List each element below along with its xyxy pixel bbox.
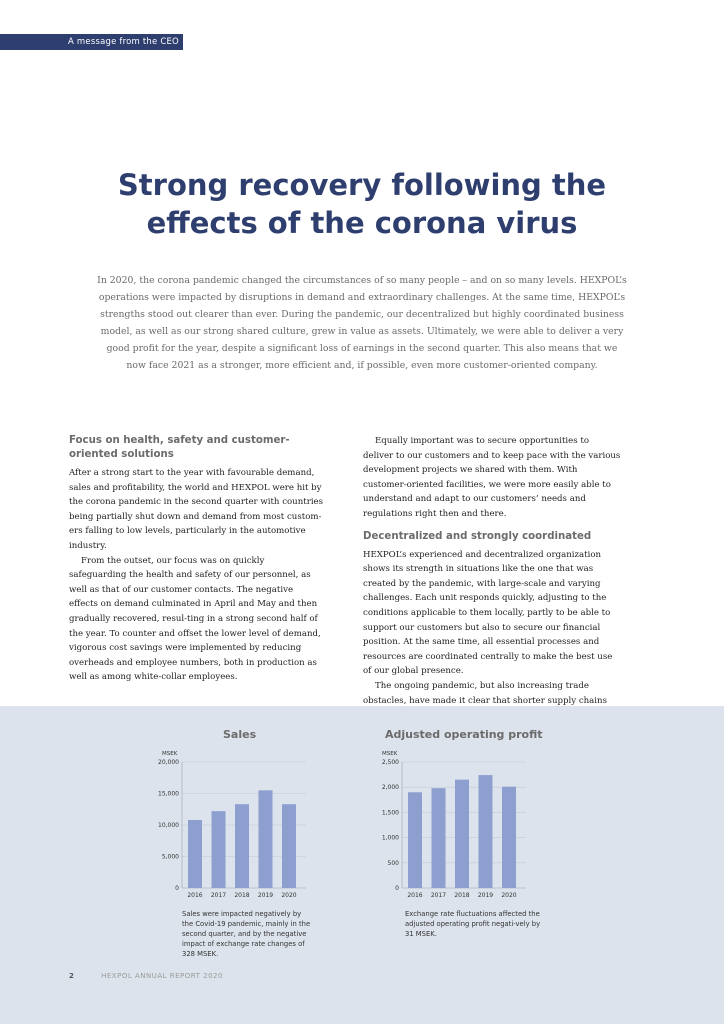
profit-x-tick-label: 2020 [501,892,517,899]
right-paragraph-2: HEXPOL’s experienced and decentralized organization shows its strength in situations like the one that was created by the pandemic, with large-scale and varying challenges. Each unit responds quickly, adjusting to the conditions applicable to them locally, partly to be able to support our customers but also to secure our financial position. At the same time, all essential processes and resources are coordinated centrally to make the best use of our global presence. [363,549,613,677]
profit-chart [360,744,540,904]
intro-paragraph: In 2020, the corona pandemic changed the circumstances of so many people – and on so many levels. HEXPOL’s operations were impacted by disruptions in demand and extraordinary challenges. At the same time, HEXPOL’s strengths stood out clearer than ever. During the pandemic, our decentralized but highly coordinated business model, as well as our strong shared culture, grew in value as assets. Ultimately, we were able to deliver a very good profit for the year, despite a significant loss of earnings in the second quarter. This also means that we now face 2021 as a stronger, more efficient and, if possible, even more customer-oriented company. [97,275,627,372]
profit-y-tick-label: 2,000 [381,784,399,792]
sales-x-tick-label: 2016 [187,892,203,899]
page-number: 2 [69,972,75,980]
sales-y-unit-label: MSEK [162,751,178,757]
left-column-heading: Focus on health, safety and customer-oriented solutions [69,435,290,460]
left-paragraph-2: From the outset, our focus was on quickly safeguarding the health and safety of our personnel, as well as that of our customer contacts. The negative effects on demand culminated in April and May and then gradually recovered, resul-ting in a strong second half of the year. To counter and offset the lower level of demand, vigorous cost savings were implemented by reducing overheads and employee numbers, both in production as well as among white-collar employees. [69,555,321,683]
page-title-line1: Strong recovery following the [117,168,607,202]
sales-x-tick-label: 2018 [234,892,250,899]
sales-chart-title: Sales [223,728,257,741]
sales-y-tick-label: 15,000 [158,790,179,798]
profit-y-tick-label: 0 [395,885,399,892]
sales-y-tick-label: 20,000 [158,759,179,766]
profit-x-tick-label: 2019 [477,892,494,899]
profit-chart-caption: Exchange rate fluctuations affected the adjusted operating profit negati-vely by 31 MSEK. [405,910,541,938]
left-paragraph-1: After a strong start to the year with favourable demand, sales and profitability, the world and HEXPOL were hit by the corona pandemic in the second quarter with countries being partially shut down and demand from most customers falling to low levels, particularly in the automotive industry. [69,468,324,551]
profit-y-tick-label: 2,500 [381,759,399,766]
page-title [40,166,684,242]
sales-x-tick-label: 2019 [257,892,274,899]
sales-bar-2017 [212,811,226,888]
right-column [363,434,621,723]
sales-x-tick-label: 2017 [210,892,227,899]
profit-y-tick-label: 500 [387,859,399,867]
right-column-heading: Decentralized and strongly coordinated [363,530,592,542]
profit-chart-title: Adjusted operating profit [385,728,543,741]
sales-chart-caption: Sales were impacted negatively by the Covid-19 pandemic, mainly in the second quarter, and by the negative impact of exchange rate changes of 328 MSEK. [182,910,311,958]
footer [69,972,223,980]
sales-x-tick-label: 2020 [281,892,297,899]
profit-bar-2020 [502,787,516,888]
profit-x-tick-label: 2017 [430,892,447,899]
right-paragraph-1: Equally important was to secure opportunities to deliver to our customers and to keep pace with the various development projects we shared with them. With customer-oriented facilities, we were more easily able to understand and adapt to our customers’ needs and regulations right then and there. [363,436,621,519]
left-column [69,434,324,685]
sales-bar-2020 [282,804,296,888]
profit-bar-2017 [432,788,446,888]
profit-y-tick-label: 1,000 [381,834,399,842]
profit-bar-2016 [408,792,422,888]
profit-y-tick-label: 1,500 [381,809,399,817]
profit-bar-2019 [479,775,493,888]
sales-chart [140,744,320,904]
sales-y-tick-label: 10,000 [158,822,179,829]
sales-bar-2019 [259,790,273,888]
section-label: A message from the CEO [0,34,183,50]
profit-x-tick-label: 2016 [407,892,423,899]
report-name: HEXPOL ANNUAL REPORT 2020 [101,972,223,980]
sales-bar-2018 [235,804,249,888]
profit-bar-2018 [455,780,469,888]
profit-y-unit-label: MSEK [382,751,398,757]
sales-bar-2016 [188,820,202,888]
sales-y-tick-label: 5,000 [161,853,179,861]
profit-x-tick-label: 2018 [454,892,470,899]
page-title-line2: effects of the corona virus [146,206,578,240]
right-paragraph-3: The ongoing pandemic, but also increasing trade obstacles, have made it clear that shorter supply chains [363,680,607,706]
sales-y-tick-label: 0 [175,885,179,892]
